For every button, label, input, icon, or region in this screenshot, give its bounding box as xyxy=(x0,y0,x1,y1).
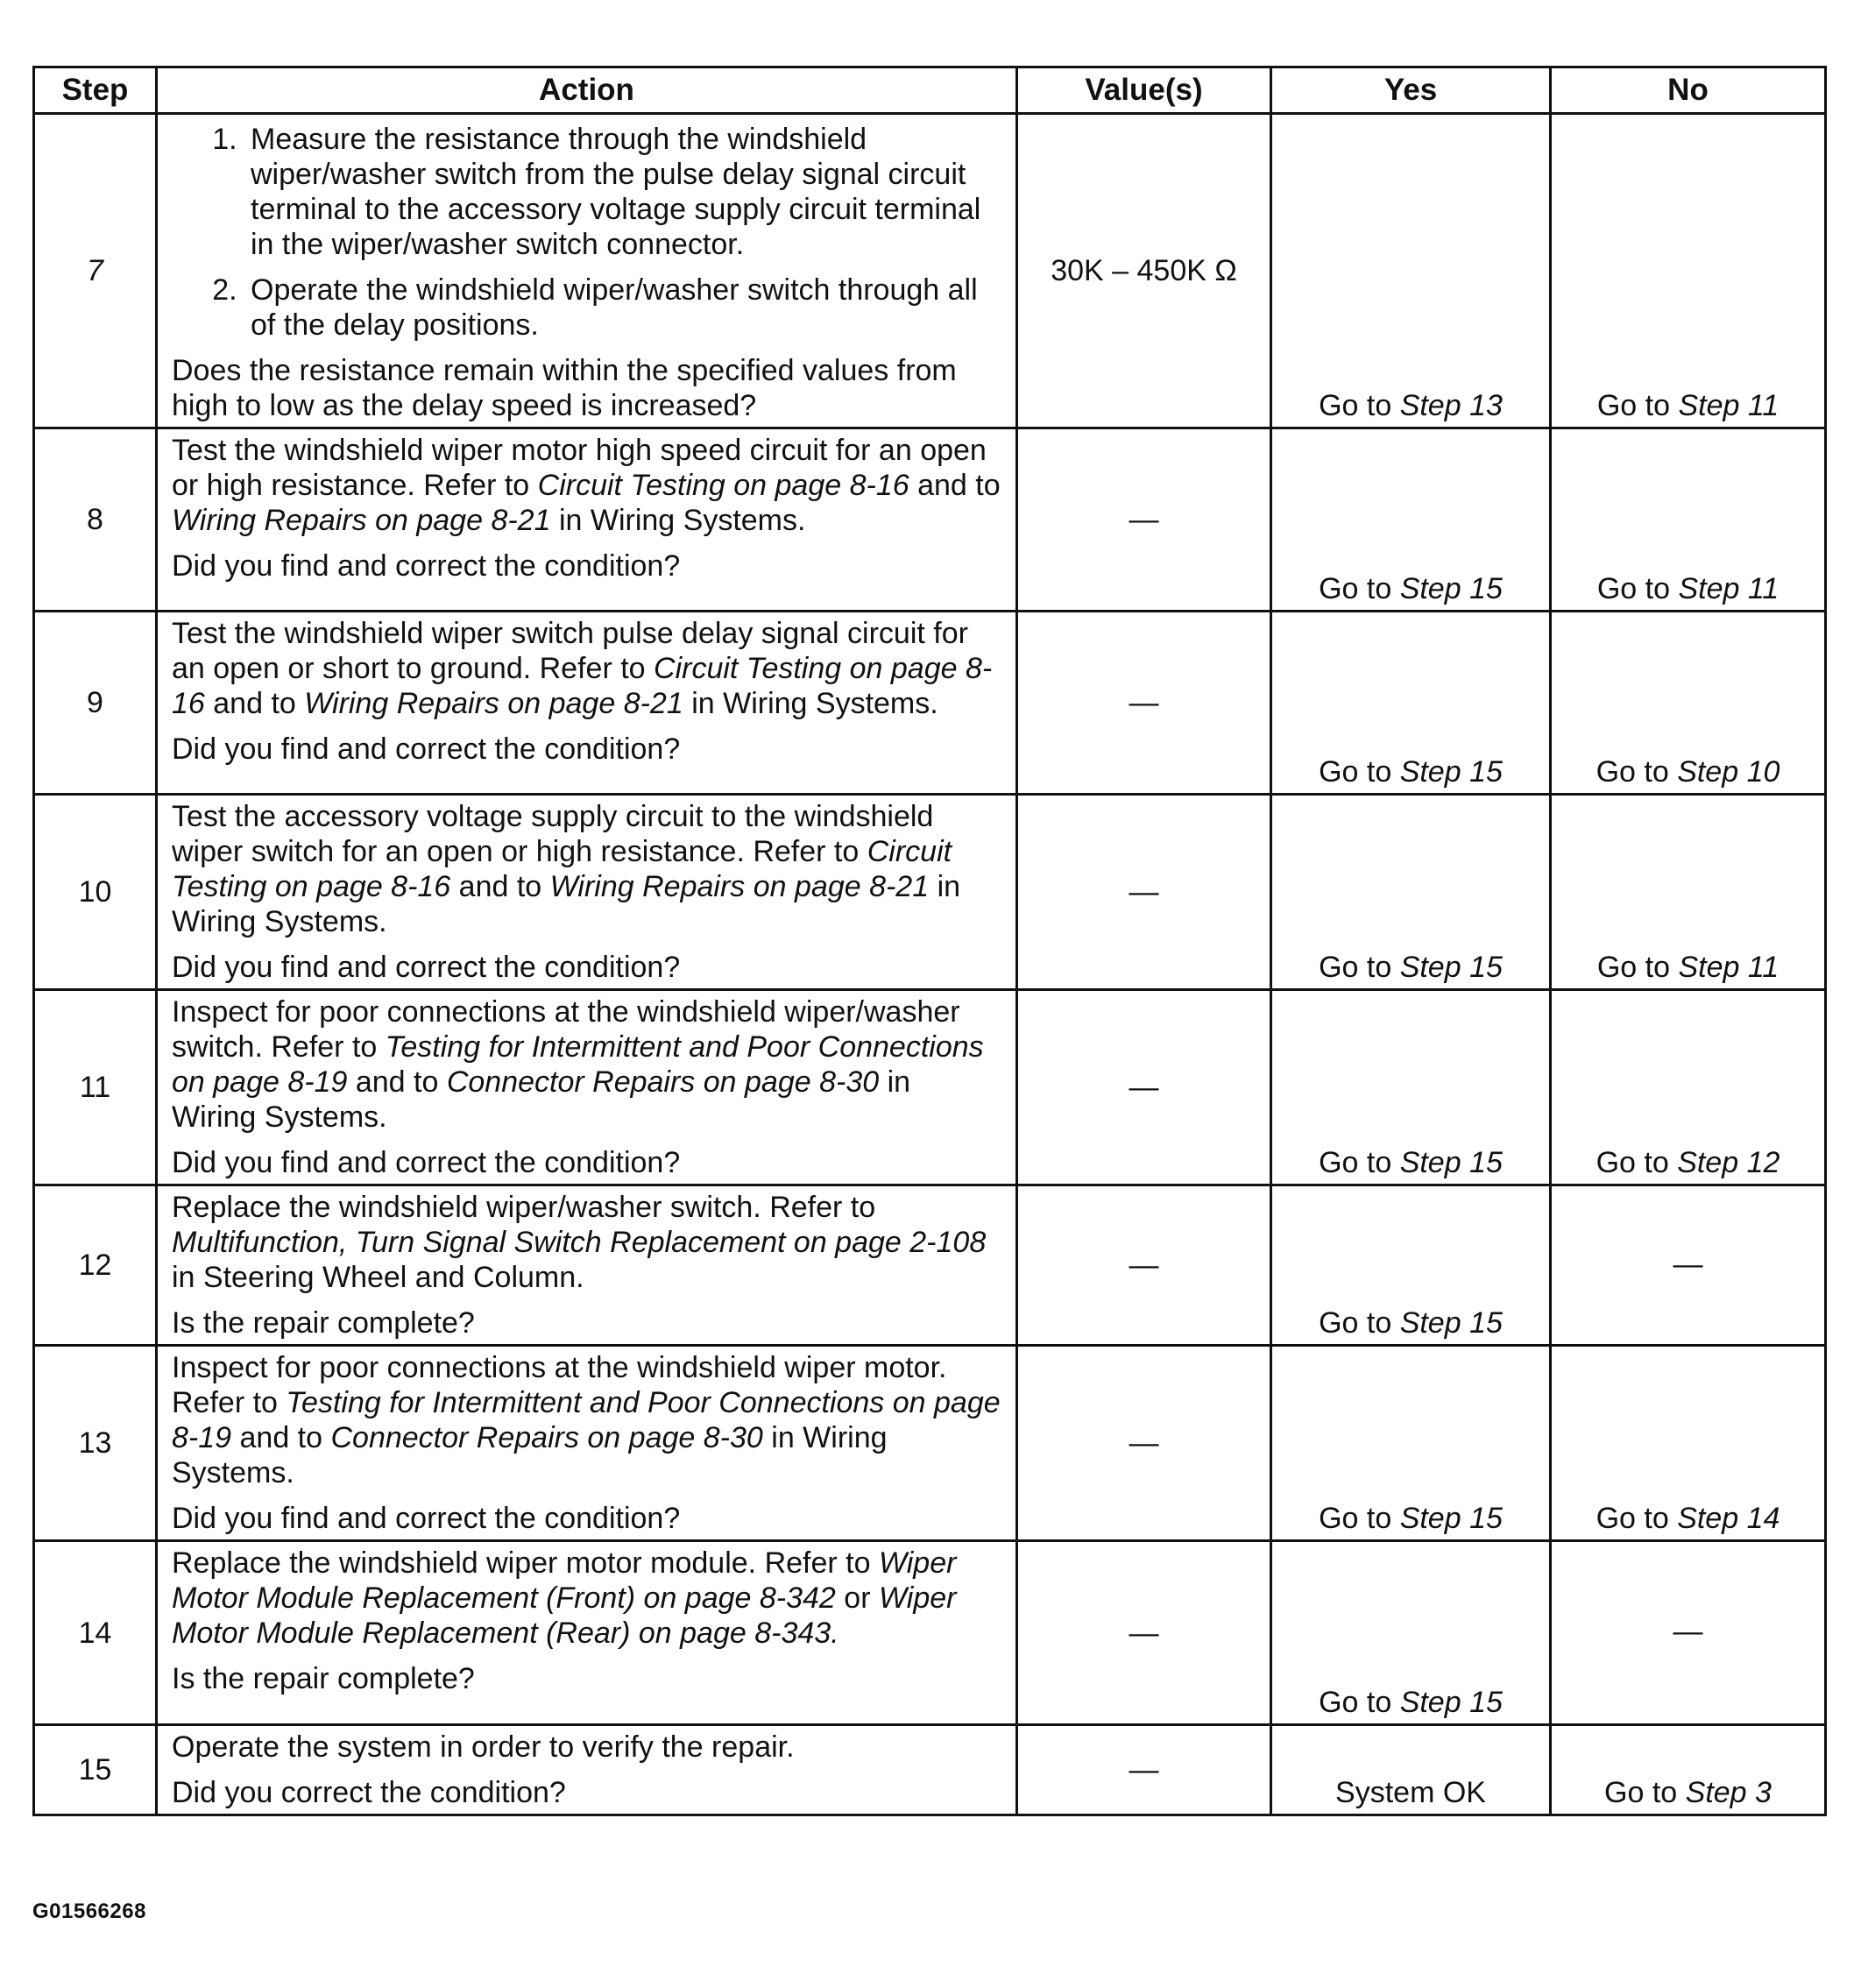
action-cell xyxy=(157,795,1017,990)
reference-link[interactable]: Wiring Repairs on page 8-21 xyxy=(172,504,551,537)
no-prefix: Go to xyxy=(1596,1502,1678,1535)
no-cell xyxy=(1551,428,1826,612)
reference-link[interactable]: Testing for Intermittent and Poor Connections on page 8-19 xyxy=(172,1386,1001,1454)
no-prefix: Go to xyxy=(1596,1146,1678,1179)
table-row xyxy=(34,990,1826,1185)
no-prefix: Go to xyxy=(1596,755,1678,789)
action-text xyxy=(172,1546,1001,1651)
yes-step-link[interactable]: Step 15 xyxy=(1399,1146,1503,1179)
header-step: Step xyxy=(34,67,157,114)
yes-cell xyxy=(1271,1541,1551,1725)
reference-link[interactable]: Connector Repairs on page 8-30 xyxy=(446,1065,880,1099)
yes-prefix: Go to xyxy=(1319,1306,1400,1340)
reference-link[interactable]: Circuit Testing on page 8-16 xyxy=(172,652,993,720)
action-text-segment: and to xyxy=(450,870,550,903)
no-step-link[interactable]: Step 12 xyxy=(1677,1146,1780,1179)
action-cell xyxy=(157,1725,1017,1815)
yes-prefix: Go to xyxy=(1319,389,1400,422)
action-text xyxy=(172,616,1001,721)
reference-link[interactable]: Circuit Testing on page 8-16 xyxy=(172,835,952,903)
action-text xyxy=(172,1190,1001,1295)
no-step-link[interactable]: Step 11 xyxy=(1678,572,1780,605)
yes-step-link[interactable]: Step 15 xyxy=(1399,755,1503,789)
header-row xyxy=(34,67,1826,114)
yes-step-link[interactable]: Step 15 xyxy=(1399,1306,1503,1340)
figure-id: G01566268 xyxy=(32,1900,146,1923)
yes-step-link[interactable]: Step 13 xyxy=(1399,389,1503,422)
yes-prefix: Go to xyxy=(1319,1502,1400,1535)
action-cell xyxy=(157,114,1017,428)
action-question: Is the repair complete? xyxy=(172,1306,475,1340)
header-yes: Yes xyxy=(1271,67,1551,114)
table-row xyxy=(34,114,1826,428)
yes-prefix: Go to xyxy=(1319,572,1400,605)
action-question: Does the resistance remain within the specified values from high to low as the delay speed is increased? xyxy=(172,354,957,422)
action-text-segment: in Wiring Systems. xyxy=(550,504,806,537)
value-cell: — xyxy=(1017,1725,1271,1815)
action-question: Did you find and correct the condition? xyxy=(172,1502,681,1535)
no-step-link[interactable]: Step 11 xyxy=(1678,951,1780,984)
yes-cell: System OK xyxy=(1271,1725,1551,1815)
table-row xyxy=(34,1346,1826,1541)
action-text-segment: and to xyxy=(347,1065,447,1099)
value-cell: — xyxy=(1017,428,1271,612)
reference-link[interactable]: Multifunction, Turn Signal Switch Replacement on page 2-108 xyxy=(172,1226,987,1259)
yes-cell xyxy=(1271,990,1551,1185)
action-text-segment: in Wiring Systems. xyxy=(172,1421,888,1489)
action-text-segment: Operate the system in order to verify the repair. xyxy=(172,1730,795,1764)
action-question: Did you correct the condition? xyxy=(172,1776,566,1809)
value-cell: — xyxy=(1017,795,1271,990)
no-cell xyxy=(1551,990,1826,1185)
action-question: Did you find and correct the condition? xyxy=(172,549,681,583)
action-text-segment: and to xyxy=(909,469,1001,502)
action-text-segment: Test the windshield wiper switch pulse delay signal circuit for an open or short to ground. Refer to xyxy=(172,617,968,685)
action-text xyxy=(172,799,1001,939)
step-number: 11 xyxy=(34,990,157,1185)
action-text-segment: Test the accessory voltage supply circuit to the windshield wiper switch for an open or high resistance. Refer to xyxy=(172,800,934,868)
no-cell xyxy=(1551,114,1826,428)
table-row xyxy=(34,428,1826,612)
table-row xyxy=(34,795,1826,990)
no-cell xyxy=(1551,1725,1826,1815)
diagnostic-table xyxy=(32,66,1827,1816)
reference-link[interactable]: Wiring Repairs on page 8-21 xyxy=(549,870,930,903)
step-number: 10 xyxy=(34,795,157,990)
action-text xyxy=(172,994,1001,1135)
action-text-segment: Inspect for poor connections at the windshield wiper motor. Refer to xyxy=(172,1351,947,1419)
no-cell xyxy=(1551,612,1826,795)
header-values: Value(s) xyxy=(1017,67,1271,114)
action-text-segment: Replace the windshield wiper motor module. Refer to xyxy=(172,1546,879,1580)
action-question: Did you find and correct the condition? xyxy=(172,1146,681,1179)
action-text-segment: in Wiring Systems. xyxy=(172,1065,911,1134)
step-number: 8 xyxy=(34,428,157,612)
action-text xyxy=(172,433,1001,538)
step-number: 13 xyxy=(34,1346,157,1541)
reference-link[interactable]: Wiper Motor Module Replacement (Rear) on page 8-343. xyxy=(172,1581,957,1650)
header-action: Action xyxy=(157,67,1017,114)
reference-link[interactable]: Wiper Motor Module Replacement (Front) on page 8-342 xyxy=(172,1546,957,1615)
table-row xyxy=(34,1185,1826,1346)
action-question: Did you find and correct the condition? xyxy=(172,951,681,984)
no-step-link[interactable]: Step 14 xyxy=(1677,1502,1780,1535)
reference-link[interactable]: Wiring Repairs on page 8-21 xyxy=(304,687,683,720)
action-step-item: 1. Measure the resistance through the windshield wiper/washer switch from the pulse delay signal circuit terminal to the accessory voltage supply circuit terminal in the wiper/washer switch connector. xyxy=(245,122,1001,262)
action-cell xyxy=(157,1541,1017,1725)
no-prefix: Go to xyxy=(1596,951,1679,984)
action-cell xyxy=(157,1185,1017,1346)
yes-step-link[interactable]: Step 15 xyxy=(1399,951,1503,984)
no-cell: — xyxy=(1551,1185,1826,1346)
table-row xyxy=(34,1725,1826,1815)
no-cell xyxy=(1551,1346,1826,1541)
yes-cell xyxy=(1271,612,1551,795)
step-number: 14 xyxy=(34,1541,157,1725)
action-cell xyxy=(157,990,1017,1185)
action-text-segment: Replace the windshield wiper/washer switch. Refer to xyxy=(172,1191,876,1224)
action-text-segment: and to xyxy=(231,1421,331,1454)
yes-cell xyxy=(1271,1346,1551,1541)
action-text xyxy=(172,1730,1001,1765)
action-steps-list xyxy=(172,122,1001,343)
step-number: 9 xyxy=(34,612,157,795)
no-cell: — xyxy=(1551,1541,1826,1725)
value-cell: — xyxy=(1017,612,1271,795)
value-cell: 30K – 450K Ω xyxy=(1017,114,1271,428)
action-text xyxy=(172,1350,1001,1490)
yes-prefix: Go to xyxy=(1319,755,1400,789)
action-cell xyxy=(157,1346,1017,1541)
no-step-link[interactable]: Step 3 xyxy=(1685,1776,1772,1809)
no-prefix: Go to xyxy=(1604,1776,1686,1809)
header-no: No xyxy=(1551,67,1826,114)
yes-cell xyxy=(1271,1185,1551,1346)
value-cell: — xyxy=(1017,1346,1271,1541)
table-row xyxy=(34,1541,1826,1725)
action-text-segment: or xyxy=(835,1581,879,1615)
yes-step-link[interactable]: Step 15 xyxy=(1399,1502,1503,1535)
value-cell: — xyxy=(1017,1541,1271,1725)
yes-cell xyxy=(1271,114,1551,428)
no-prefix: Go to xyxy=(1596,389,1679,422)
action-text-segment: Test the windshield wiper motor high speed circuit for an open or high resistance. Refer to xyxy=(172,434,987,502)
no-cell xyxy=(1551,795,1826,990)
yes-step-link[interactable]: Step 15 xyxy=(1399,1686,1503,1719)
action-text-segment: in Wiring Systems. xyxy=(683,687,938,720)
yes-prefix: Go to xyxy=(1319,951,1400,984)
action-question: Is the repair complete? xyxy=(172,1662,475,1695)
action-text-segment: and to xyxy=(204,687,305,720)
action-question: Did you find and correct the condition? xyxy=(172,732,681,766)
step-number: 7 xyxy=(34,114,157,428)
action-cell xyxy=(157,428,1017,612)
reference-link[interactable]: Circuit Testing on page 8-16 xyxy=(537,469,909,502)
reference-link[interactable]: Testing for Intermittent and Poor Connections on page 8-19 xyxy=(172,1030,984,1099)
no-step-link[interactable]: Step 10 xyxy=(1677,755,1780,789)
yes-step-link[interactable]: Step 15 xyxy=(1399,572,1503,605)
action-cell xyxy=(157,612,1017,795)
no-prefix: Go to xyxy=(1596,572,1679,605)
yes-cell xyxy=(1271,795,1551,990)
step-number: 12 xyxy=(34,1185,157,1346)
table-row xyxy=(34,612,1826,795)
action-text-segment: in Wiring Systems. xyxy=(172,870,961,938)
yes-prefix: Go to xyxy=(1319,1146,1400,1179)
value-cell: — xyxy=(1017,1185,1271,1346)
action-text-segment: Inspect for poor connections at the windshield wiper/washer switch. Refer to xyxy=(172,995,960,1064)
action-text-segment: in Steering Wheel and Column. xyxy=(172,1261,584,1294)
value-cell: — xyxy=(1017,990,1271,1185)
no-step-link[interactable]: Step 11 xyxy=(1678,389,1780,422)
step-number: 15 xyxy=(34,1725,157,1815)
reference-link[interactable]: Connector Repairs on page 8-30 xyxy=(330,1421,763,1454)
table-body xyxy=(34,114,1826,1815)
action-step-item: 2. Operate the windshield wiper/washer switch through all of the delay positions. xyxy=(245,272,1001,343)
yes-cell xyxy=(1271,428,1551,612)
yes-prefix: Go to xyxy=(1319,1686,1400,1719)
